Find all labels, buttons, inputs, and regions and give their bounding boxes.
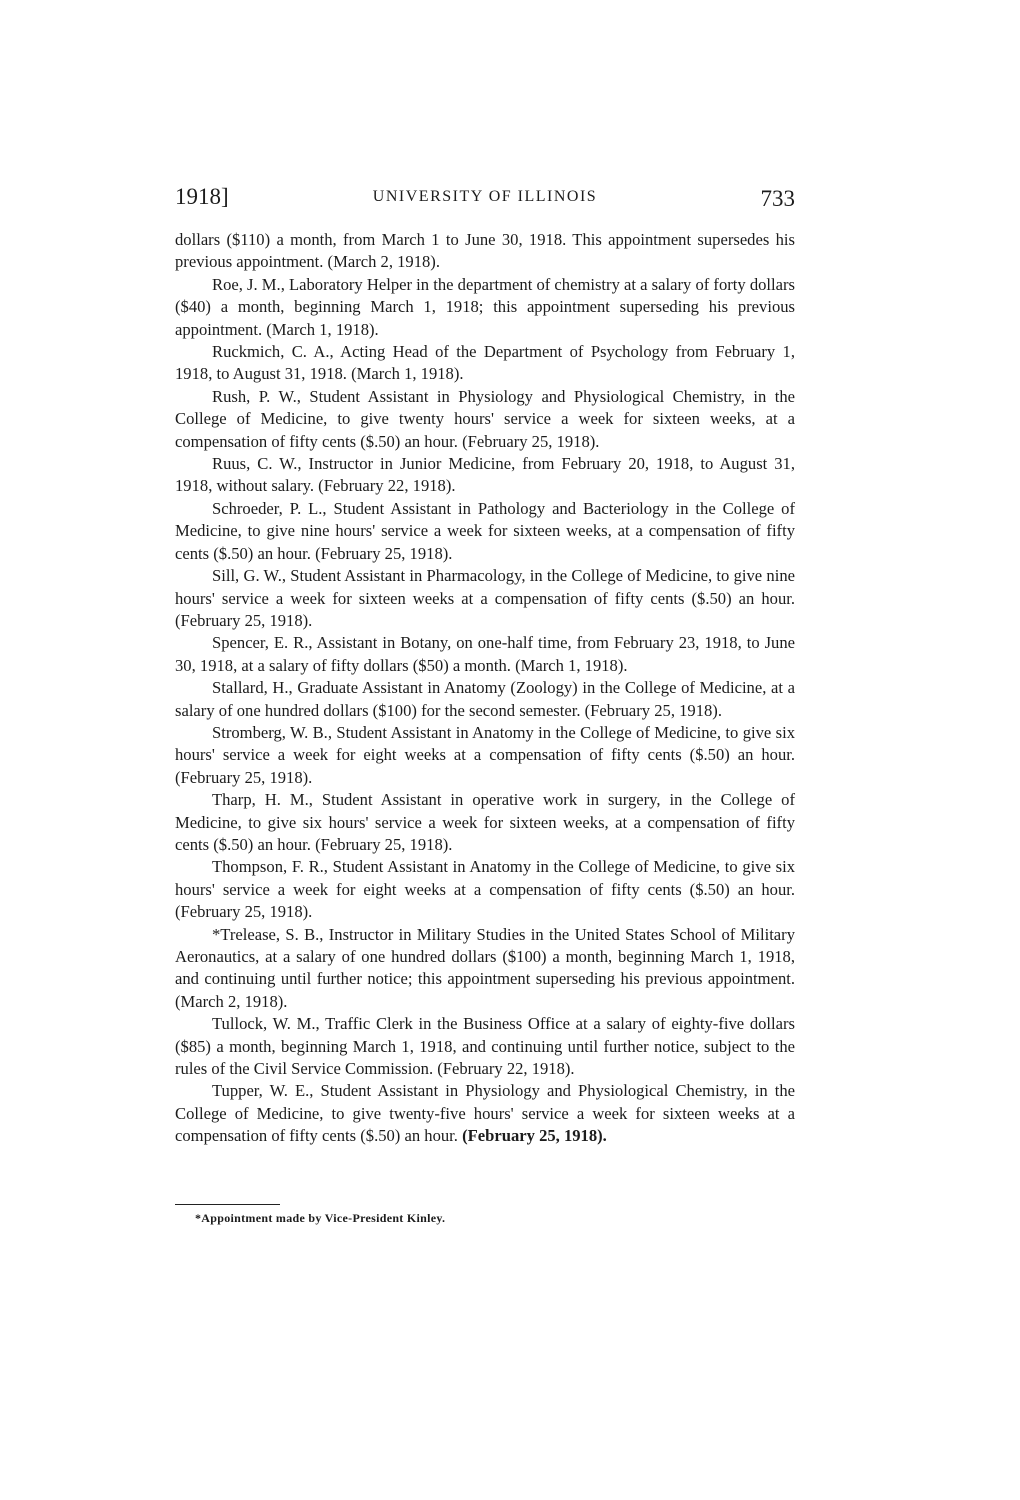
- entry-tharp: Tharp, H. M., Student Assistant in operative work in surgery, in the College of Medicine, to give six hours' service a week for sixteen weeks, at a compensation of fifty cents ($.50) an hour. (February 25, 1918).: [175, 790, 795, 854]
- entry-tupper: [175, 1080, 795, 1147]
- entry-roe: Roe, J. M., Laboratory Helper in the department of chemistry at a salary of forty dollars ($40) a month, beginning March 1, 1918; this appointment superseding his previous appointment. (March 1, 1918).: [175, 274, 795, 339]
- page-header: [175, 184, 795, 214]
- entry-spencer: Spencer, E. R., Assistant in Botany, on one-half time, from February 23, 1918, to June 30, 1918, at a salary of fifty dollars ($50) a month. (March 1, 1918).: [175, 633, 795, 675]
- entry-stromberg: Stromberg, W. B., Student Assistant in Anatomy in the College of Medicine, to give six hours' service a week for eight weeks at a compensation of fifty cents ($.50) an hour. (February 25, 1918).: [175, 722, 795, 787]
- entry-tullock: Tullock, W. M., Traffic Clerk in the Business Office at a salary of eighty-five dollars ($85) a month, beginning March 1, 1918, and continuing until further notice, subject to the rules of the Civil Service Commission. (February 22, 1918).: [175, 1014, 795, 1079]
- page-number: 733: [760, 186, 795, 211]
- body-text: [175, 229, 795, 1148]
- entry-sill: Sill, G. W., Student Assistant in Pharmacology, in the College of Medicine, to give nine hours' service a week for sixteen weeks at a compensation of fifty cents ($.50) an hour. (February 25, 1918).: [175, 566, 795, 630]
- entry-schroeder: Schroeder, P. L., Student Assistant in Pathology and Bacteriology in the College of Medicine, to give nine hours' service a week for sixteen weeks, at a compensation of fifty cents ($.50) an hour. (February 25, 1918).: [175, 498, 795, 563]
- entry-thompson: Thompson, F. R., Student Assistant in Anatomy in the College of Medicine, to give six hours' service a week for eight weeks at a compensation of fifty cents ($.50) an hour. (February 25, 1918).: [175, 857, 795, 922]
- entry-tupper-date: (February 25, 1918).: [462, 1126, 607, 1146]
- entry-ruckmich: Ruckmich, C. A., Acting Head of the Department of Psychology from February 1, 1918, to August 31, 1918. (March 1, 1918).: [175, 342, 795, 384]
- running-title: UNIVERSITY OF ILLINOIS: [372, 188, 598, 205]
- header-year: 1918]: [175, 184, 229, 209]
- footnote-rule: [175, 1204, 280, 1205]
- entry-trelease: *Trelease, S. B., Instructor in Military Studies in the United States School of Military Aeronautics, at a salary of one hundred dollars ($100) a month, beginning March 1, 1918, and continuing until further notice; this appointment superseding his previous appointment. (March 2, 1918).: [175, 924, 795, 1011]
- entry-rush: Rush, P. W., Student Assistant in Physiology and Physiological Chemistry, in the College of Medicine, to give twenty hours' service a week for sixteen weeks, at a compensation of fifty cents ($.50) an hour. (February 25, 1918).: [175, 386, 795, 451]
- entry-tupper-text: Tupper, W. E., Student Assistant in Physiology and Physiological Chemistry, in the College of Medicine, to give twenty-five hours' service a week for sixteen weeks at a compensation of fifty cents ($.50) an hour.: [175, 1081, 795, 1146]
- entry-ruus: Ruus, C. W., Instructor in Junior Medicine, from February 20, 1918, to August 31, 1918, without salary. (February 22, 1918).: [175, 454, 795, 496]
- entry-stallard: Stallard, H., Graduate Assistant in Anatomy (Zoology) in the College of Medicine, at a salary of one hundred dollars ($100) for the second semester. (February 25, 1918).: [175, 678, 795, 720]
- paragraph-continuation: dollars ($110) a month, from March 1 to June 30, 1918. This appointment supersedes his previous appointment. (March 2, 1918).: [175, 230, 795, 272]
- footnote: *Appointment made by Vice-President Kinley.: [195, 1211, 446, 1225]
